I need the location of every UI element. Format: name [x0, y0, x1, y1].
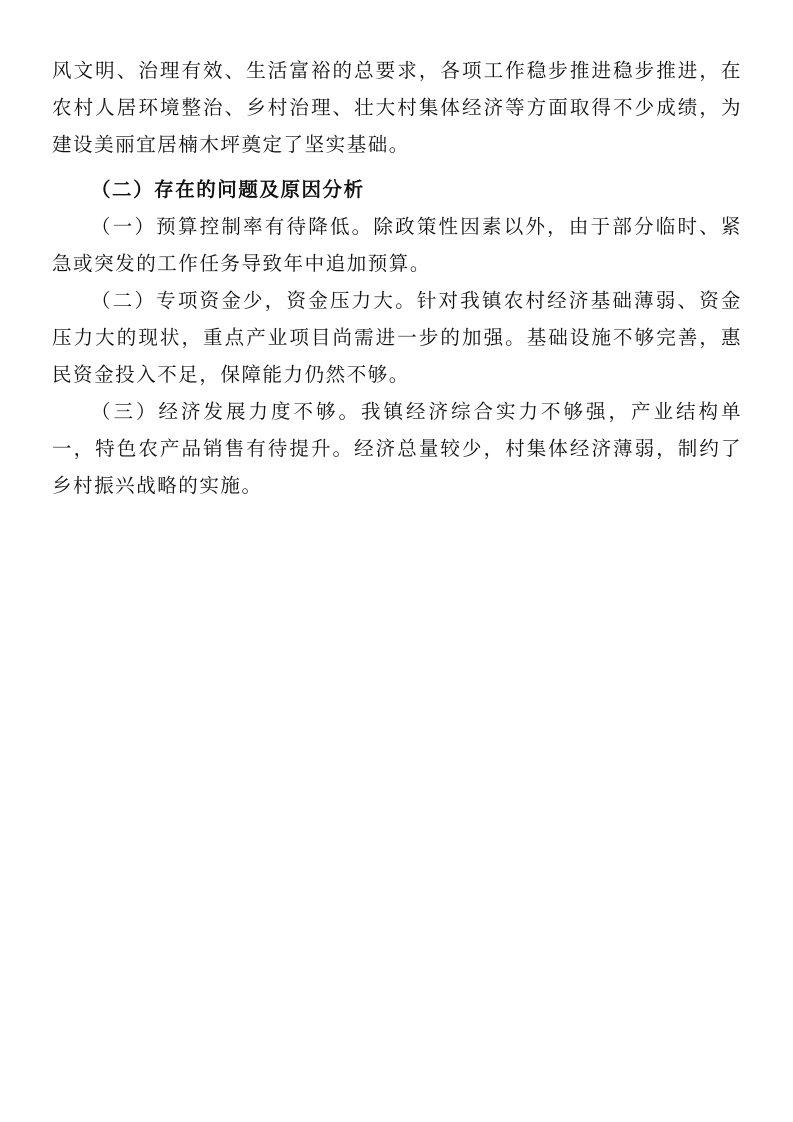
- problem-item-1: （一）预算控制率有待降低。除政策性因素以外，由于部分临时、紧急或突发的工作任务导致年中追加预算。: [52, 215, 742, 275]
- document-body: [52, 52, 742, 504]
- problem-item-3: （三）经济发展力度不够。我镇经济综合实力不够强，产业结构单一，特色农产品销售有待提升。经济总量较少，村集体经济薄弱，制约了乡村振兴战略的实施。: [52, 400, 742, 497]
- intro-paragraph: 风文明、治理有效、生活富裕的总要求，各项工作稳步推进稳步推进，在农村人居环境整治、乡村治理、壮大村集体经济等方面取得不少成绩，为建设美丽宜居楠木坪奠定了坚实基础。: [52, 59, 742, 156]
- problem-item-2: （二）专项资金少，资金压力大。针对我镇农村经济基础薄弱、资金压力大的现状，重点产业项目尚需进一步的加强。基础设施不够完善，惠民资金投入不足，保障能力仍然不够。: [52, 289, 742, 386]
- section-heading: （二）存在的问题及原因分析: [91, 178, 365, 201]
